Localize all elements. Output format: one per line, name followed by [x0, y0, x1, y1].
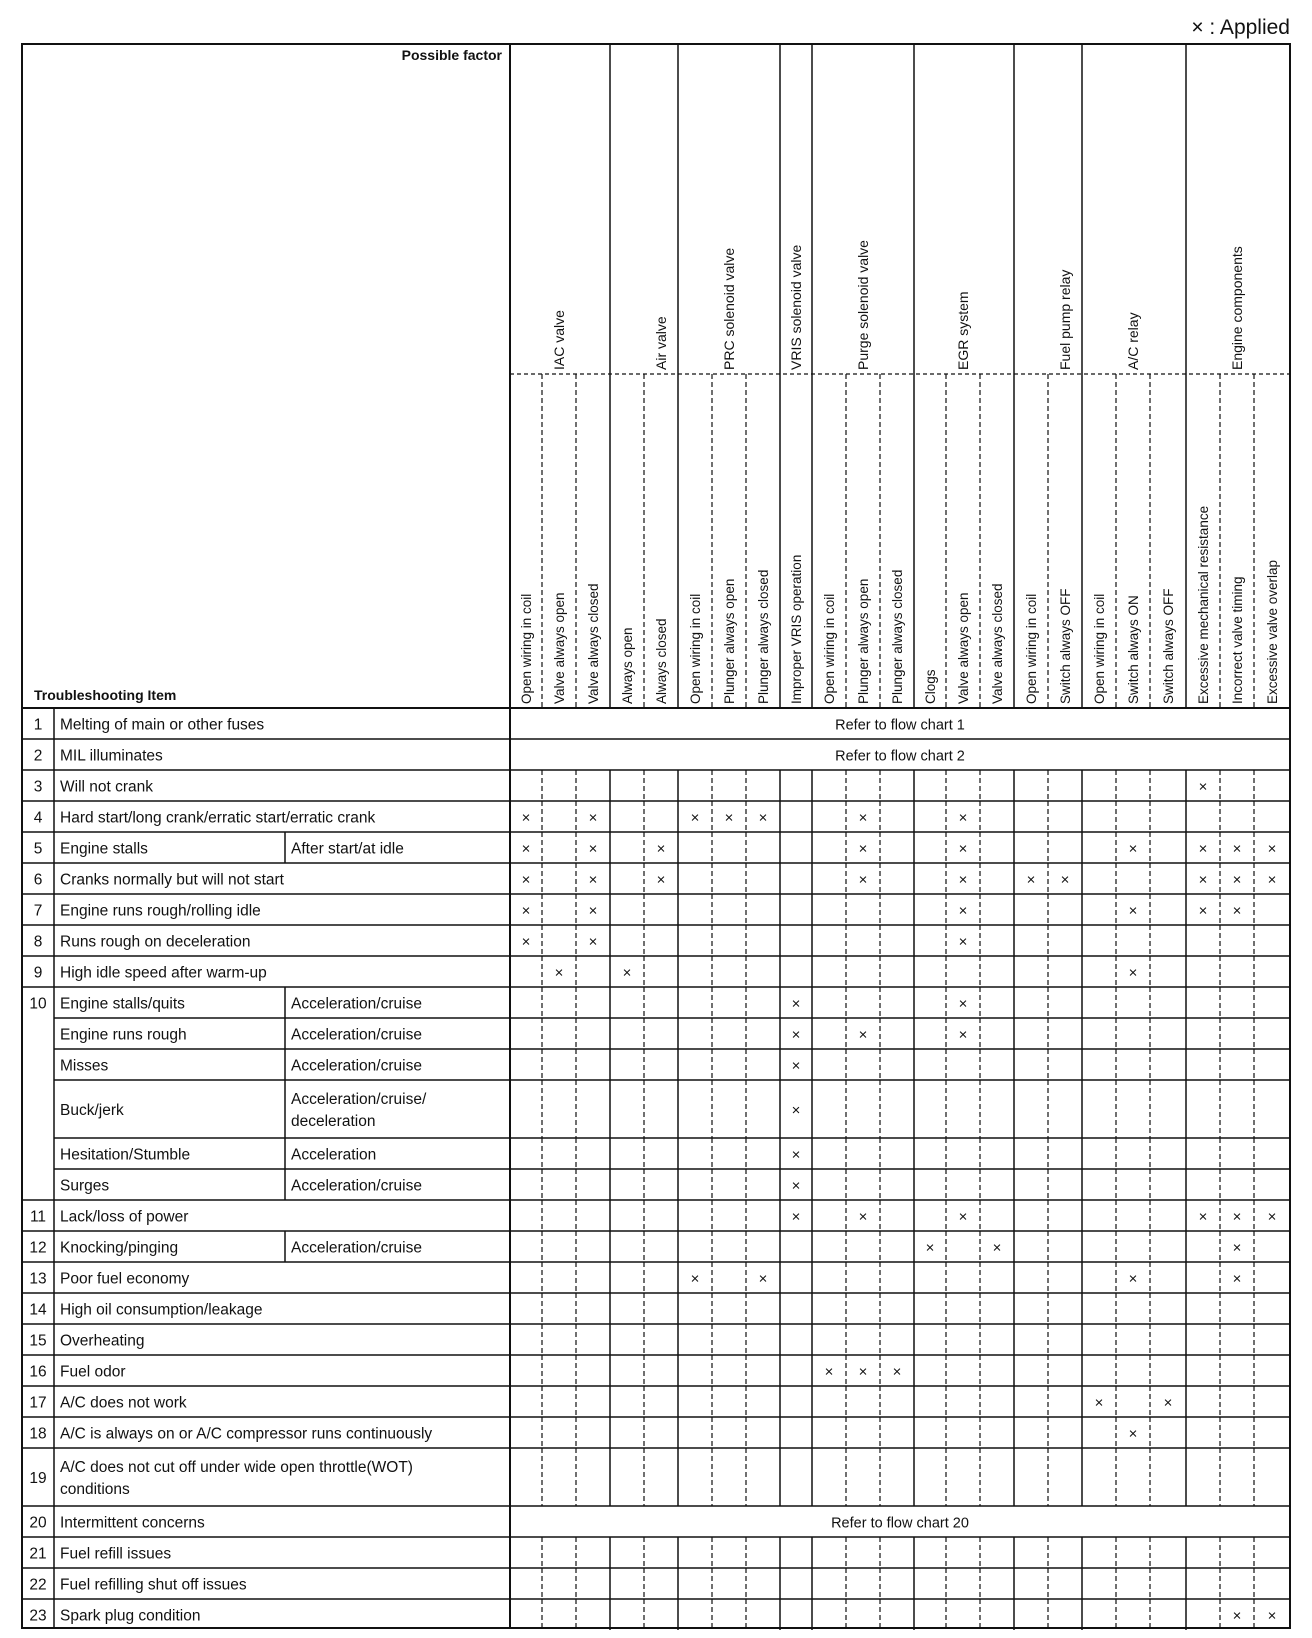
applied-mark-r20-c11: ×: [892, 1363, 902, 1381]
applied-mark-r7-c2: ×: [588, 933, 598, 951]
applied-mark-r2-c20: ×: [1198, 778, 1208, 796]
factor-header-1: Valve always open: [552, 592, 567, 704]
applied-mark-r5-c10: ×: [858, 871, 868, 889]
applied-mark-r4-c21: ×: [1232, 840, 1242, 858]
row-number-7: 8: [33, 933, 43, 951]
factor-header-4: Always closed: [654, 618, 669, 704]
row-condition-14: Acceleration/cruise: [291, 1177, 422, 1195]
factor-header-20: Excessive mechanical resistance: [1196, 505, 1211, 704]
applied-mark-r3-c5: ×: [690, 809, 700, 827]
applied-mark-r5-c20: ×: [1198, 871, 1208, 889]
applied-mark-r8-c18: ×: [1128, 964, 1138, 982]
applied-mark-r6-c21: ×: [1232, 902, 1242, 920]
row-item-5: Cranks normally but will not start: [60, 871, 284, 889]
factor-header-16: Switch always OFF: [1058, 588, 1073, 704]
applied-mark-r5-c13: ×: [958, 871, 968, 889]
applied-mark-r17-c18: ×: [1128, 1270, 1138, 1288]
applied-mark-r5-c16: ×: [1060, 871, 1070, 889]
row-condition-12: Acceleration/cruise/: [291, 1091, 427, 1108]
applied-mark-r16-c12: ×: [925, 1239, 935, 1257]
group-header-6: Fuel pump relay: [1057, 269, 1073, 370]
row-number-5: 6: [33, 871, 43, 889]
factor-header-9: Open wiring in coil: [822, 593, 837, 704]
row-item-23: A/C does not cut off under wide open throttle(WOT): [60, 1459, 413, 1476]
applied-mark-r7-c0: ×: [521, 933, 531, 951]
row-number-23: 19: [29, 1470, 47, 1487]
applied-mark-r16-c14: ×: [992, 1239, 1002, 1257]
row-condition-cont-12: deceleration: [291, 1113, 376, 1130]
group-header-1: Air valve: [653, 316, 669, 370]
applied-mark-r11-c8: ×: [791, 1057, 801, 1075]
row-item-25: Fuel refill issues: [60, 1545, 172, 1563]
row-item-12: Buck/jerk: [60, 1102, 124, 1119]
applied-mark-r4-c22: ×: [1267, 840, 1277, 858]
row-item-4: Engine stalls: [60, 840, 148, 858]
applied-mark-r14-c8: ×: [791, 1177, 801, 1195]
row-item-26: Fuel refilling shut off issues: [60, 1576, 247, 1594]
applied-mark-r20-c9: ×: [824, 1363, 834, 1381]
row-item-18: High oil consumption/leakage: [60, 1301, 263, 1319]
factor-header-3: Always open: [620, 627, 635, 704]
applied-mark-r4-c0: ×: [521, 840, 531, 858]
factor-header-10: Plunger always open: [856, 578, 871, 704]
row-item-13: Hesitation/Stumble: [60, 1146, 191, 1164]
applied-mark-r6-c2: ×: [588, 902, 598, 920]
row-number-26: 22: [29, 1576, 47, 1594]
row-number-9: 10: [29, 995, 47, 1013]
row-item-14: Surges: [60, 1177, 110, 1195]
row-item-16: Knocking/pinging: [60, 1239, 179, 1257]
group-header-5: EGR system: [955, 291, 971, 370]
factor-header-5: Open wiring in coil: [688, 593, 703, 704]
applied-mark-r5-c4: ×: [656, 871, 666, 889]
group-header-8: Engine components: [1229, 246, 1245, 370]
applied-mark-r27-c22: ×: [1267, 1607, 1277, 1625]
row-number-27: 23: [29, 1607, 47, 1625]
applied-mark-r27-c21: ×: [1232, 1607, 1242, 1625]
applied-mark-r6-c20: ×: [1198, 902, 1208, 920]
applied-mark-r17-c5: ×: [690, 1270, 700, 1288]
applied-mark-r8-c1: ×: [554, 964, 564, 982]
factor-header-18: Switch always ON: [1126, 595, 1141, 704]
factor-header-0: Open wiring in coil: [519, 593, 534, 704]
possible-factor-label: Possible factor: [401, 47, 502, 63]
row-item-19: Overheating: [60, 1332, 145, 1350]
legend-applied: × : Applied: [1191, 16, 1290, 39]
applied-mark-r3-c0: ×: [521, 809, 531, 827]
applied-mark-r4-c18: ×: [1128, 840, 1138, 858]
row-condition-10: Acceleration/cruise: [291, 1026, 422, 1044]
troubleshooting-item-label: Troubleshooting Item: [34, 687, 177, 703]
row-item-8: High idle speed after warm-up: [60, 964, 267, 982]
applied-mark-r10-c13: ×: [958, 1026, 968, 1044]
applied-mark-r5-c0: ×: [521, 871, 531, 889]
applied-mark-r12-c8: ×: [791, 1102, 801, 1119]
factor-header-6: Plunger always open: [722, 578, 737, 704]
row-item-21: A/C does not work: [60, 1394, 187, 1412]
row-number-4: 5: [33, 840, 43, 858]
group-header-3: VRIS solenoid valve: [788, 244, 804, 370]
row-item-20: Fuel odor: [60, 1363, 126, 1381]
group-header-0: IAC valve: [551, 310, 567, 370]
applied-mark-r5-c22: ×: [1267, 871, 1277, 889]
factor-header-7: Plunger always closed: [756, 569, 771, 704]
row-condition-11: Acceleration/cruise: [291, 1057, 422, 1075]
factor-header-19: Switch always OFF: [1161, 588, 1176, 704]
applied-mark-r16-c21: ×: [1232, 1239, 1242, 1257]
row-condition-4: After start/at idle: [291, 840, 404, 858]
applied-mark-r21-c17: ×: [1094, 1394, 1104, 1412]
row-item-24: Intermittent concerns: [60, 1514, 205, 1532]
applied-mark-r21-c19: ×: [1163, 1394, 1173, 1412]
row-item-6: Engine runs rough/rolling idle: [60, 902, 261, 920]
applied-mark-r8-c3: ×: [622, 964, 632, 982]
factor-header-12: Clogs: [923, 669, 938, 704]
row-item-3: Hard start/long crank/erratic start/erratic crank: [60, 809, 376, 827]
row-condition-9: Acceleration/cruise: [291, 995, 422, 1013]
row-item-27: Spark plug condition: [60, 1607, 201, 1625]
row-item-0: Melting of main or other fuses: [60, 716, 265, 734]
row-item-7: Runs rough on deceleration: [60, 933, 251, 951]
applied-mark-r10-c10: ×: [858, 1026, 868, 1044]
row-condition-16: Acceleration/cruise: [291, 1239, 422, 1257]
applied-mark-r15-c10: ×: [858, 1208, 868, 1226]
applied-mark-r3-c6: ×: [724, 809, 734, 827]
factor-header-14: Valve always closed: [990, 583, 1005, 704]
group-header-4: Purge solenoid valve: [855, 240, 871, 370]
applied-mark-r4-c10: ×: [858, 840, 868, 858]
applied-mark-r22-c18: ×: [1128, 1425, 1138, 1443]
factor-header-8: Improper VRIS operation: [789, 554, 804, 704]
row-number-19: 15: [29, 1332, 47, 1350]
row-number-1: 2: [33, 747, 43, 765]
row-number-18: 14: [29, 1301, 47, 1319]
applied-mark-r6-c13: ×: [958, 902, 968, 920]
applied-mark-r3-c10: ×: [858, 809, 868, 827]
applied-mark-r4-c2: ×: [588, 840, 598, 858]
row-number-22: 18: [29, 1425, 47, 1443]
row-number-16: 12: [29, 1239, 47, 1257]
row-number-6: 7: [33, 902, 43, 920]
factor-header-13: Valve always open: [956, 592, 971, 704]
applied-mark-r6-c18: ×: [1128, 902, 1138, 920]
row-reference-0: Refer to flow chart 1: [835, 717, 965, 734]
row-item-cont-23: conditions: [60, 1481, 130, 1498]
applied-mark-r4-c20: ×: [1198, 840, 1208, 858]
applied-mark-r3-c2: ×: [588, 809, 598, 827]
applied-mark-r7-c13: ×: [958, 933, 968, 951]
row-item-22: A/C is always on or A/C compressor runs continuously: [60, 1425, 433, 1443]
applied-mark-r4-c4: ×: [656, 840, 666, 858]
factor-header-17: Open wiring in coil: [1092, 593, 1107, 704]
row-number-15: 11: [29, 1208, 47, 1226]
applied-mark-r15-c21: ×: [1232, 1208, 1242, 1226]
applied-mark-r15-c20: ×: [1198, 1208, 1208, 1226]
applied-mark-r17-c21: ×: [1232, 1270, 1242, 1288]
applied-mark-r5-c15: ×: [1026, 871, 1036, 889]
factor-header-15: Open wiring in coil: [1024, 593, 1039, 704]
group-header-7: A/C relay: [1125, 312, 1141, 370]
row-item-2: Will not crank: [60, 778, 154, 796]
applied-mark-r17-c7: ×: [758, 1270, 768, 1288]
applied-mark-r20-c10: ×: [858, 1363, 868, 1381]
row-number-20: 16: [29, 1363, 47, 1381]
applied-mark-r3-c13: ×: [958, 809, 968, 827]
applied-mark-r13-c8: ×: [791, 1146, 801, 1164]
row-condition-13: Acceleration: [291, 1146, 377, 1164]
row-item-10: Engine runs rough: [60, 1026, 187, 1044]
group-header-2: PRC solenoid valve: [721, 247, 737, 370]
row-number-21: 17: [29, 1394, 47, 1412]
row-number-25: 21: [29, 1545, 47, 1563]
row-number-3: 4: [33, 809, 43, 827]
applied-mark-r9-c13: ×: [958, 995, 968, 1013]
row-number-24: 20: [29, 1514, 47, 1532]
row-item-15: Lack/loss of power: [60, 1208, 189, 1226]
applied-mark-r15-c13: ×: [958, 1208, 968, 1226]
applied-mark-r15-c8: ×: [791, 1208, 801, 1226]
row-item-17: Poor fuel economy: [60, 1270, 190, 1288]
row-number-2: 3: [33, 778, 43, 796]
factor-header-21: Incorrect valve timing: [1230, 576, 1245, 704]
applied-mark-r5-c2: ×: [588, 871, 598, 889]
factor-header-2: Valve always closed: [586, 583, 601, 704]
row-number-8: 9: [33, 964, 43, 982]
applied-mark-r4-c13: ×: [958, 840, 968, 858]
row-number-0: 1: [33, 716, 43, 734]
row-reference-1: Refer to flow chart 2: [835, 748, 965, 765]
factor-header-11: Plunger always closed: [890, 569, 905, 704]
row-item-1: MIL illuminates: [60, 747, 163, 765]
applied-mark-r15-c22: ×: [1267, 1208, 1277, 1226]
factor-header-22: Excessive valve overlap: [1265, 559, 1280, 704]
row-reference-24: Refer to flow chart 20: [831, 1515, 969, 1532]
row-item-11: Misses: [60, 1057, 109, 1075]
applied-mark-r5-c21: ×: [1232, 871, 1242, 889]
applied-mark-r9-c8: ×: [791, 995, 801, 1013]
applied-mark-r3-c7: ×: [758, 809, 768, 827]
applied-mark-r6-c0: ×: [521, 902, 531, 920]
applied-mark-r10-c8: ×: [791, 1026, 801, 1044]
row-item-9: Engine stalls/quits: [60, 995, 185, 1013]
table-frame: [22, 44, 1290, 1628]
row-number-17: 13: [29, 1270, 47, 1288]
